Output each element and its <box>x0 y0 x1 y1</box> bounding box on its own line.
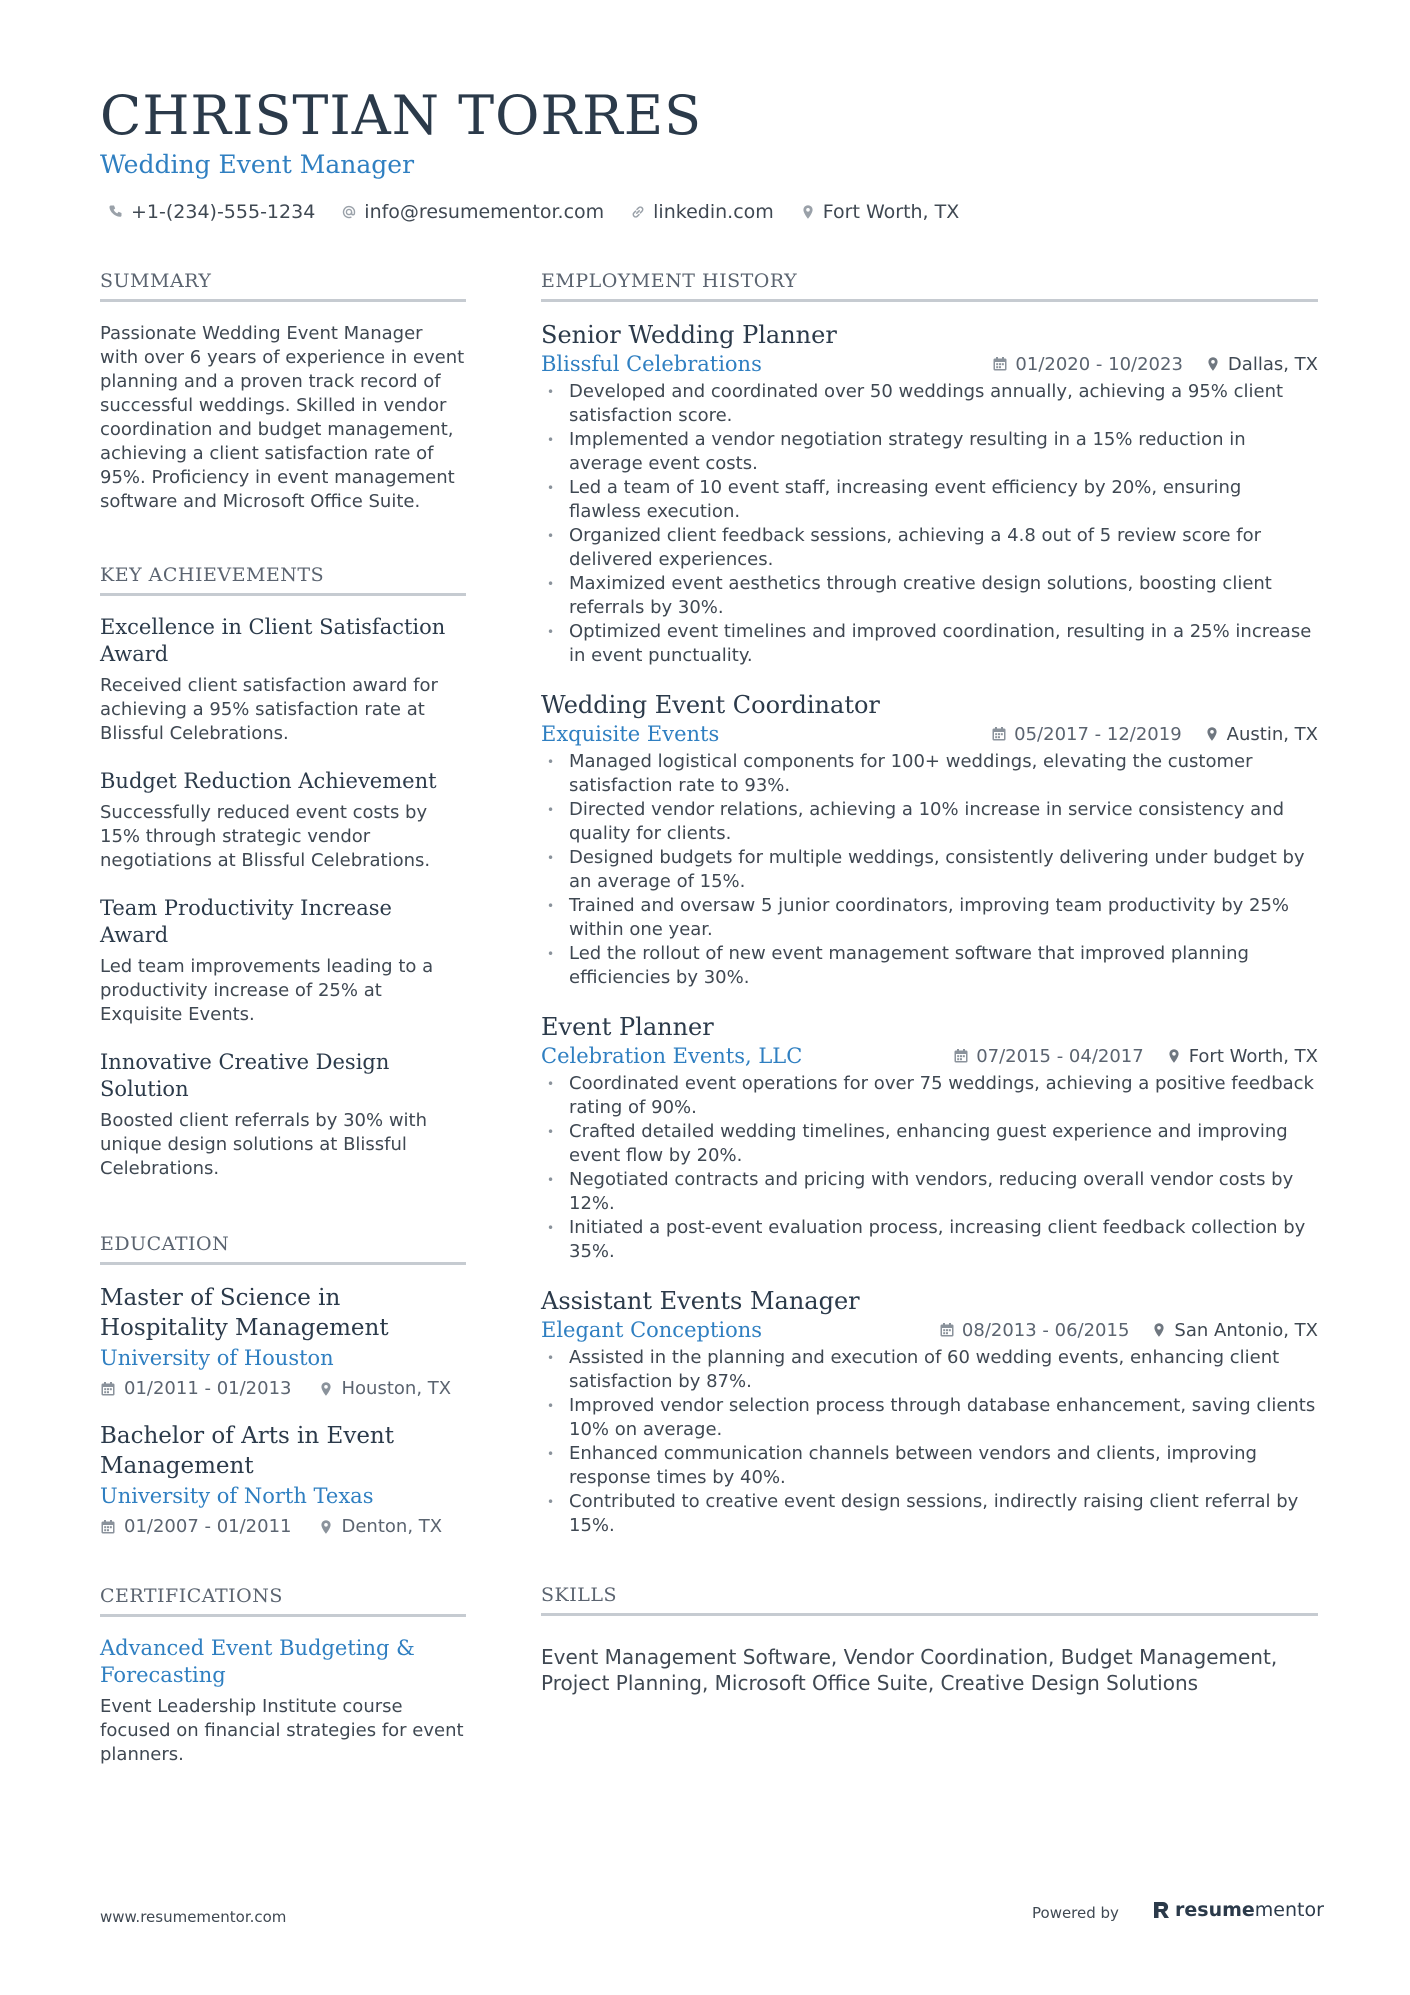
job-entry <box>541 320 1318 668</box>
location-icon <box>1205 356 1221 372</box>
job-info-row <box>541 1044 1318 1068</box>
brand-name-light: mentor <box>1254 1899 1324 1921</box>
education-section <box>100 1233 466 1537</box>
achievements-heading: KEY ACHIEVEMENTS <box>100 564 466 596</box>
job-bullets <box>541 750 1318 990</box>
job-bullet: • Contributed to creative event design sessions, indirectly raising client referral by 15%. <box>541 1490 1318 1538</box>
achievement-desc: Boosted client referrals by 30% with unique design solutions at Blissful Celebrations. <box>100 1110 428 1179</box>
achievement-desc: Led team improvements leading to a productivity increase of 25% at Exquisite Events. <box>100 956 434 1025</box>
job-company: Exquisite Events <box>541 722 720 746</box>
job-location: San Antonio, TX <box>1174 1319 1318 1341</box>
education-dates: 01/2011 - 01/2013 <box>124 1378 292 1399</box>
achievement-title: Budget Reduction Achievement <box>100 769 437 793</box>
achievement-item <box>100 614 466 746</box>
summary-text: Passionate Wedding Event Manager with over 6 years of experience in event planning and a proven track record of successful weddings. Skilled in vendor coordination and budget management, achieving a client satisfaction rate of 95%. Proficiency in event management software and Microsoft Office Suite. <box>100 323 465 512</box>
contact-email-text: info@resumementor.com <box>364 201 605 223</box>
achievement-title: Excellence in Client Satisfaction Award <box>100 615 446 666</box>
achievement-desc: Received client satisfaction award for achieving a 95% satisfaction rate at Blissful Celebrations. <box>100 675 438 744</box>
contact-location <box>800 201 959 223</box>
achievement-item <box>100 768 466 873</box>
job-bullets <box>541 380 1318 668</box>
calendar-icon <box>100 1519 116 1535</box>
resumementor-logo-icon <box>1152 1900 1170 1920</box>
skills-text: Event Management Software, Vendor Coordination, Budget Management, Project Planning, Microsoft Office Suite, Creative Design Solutions <box>541 1645 1278 1695</box>
job-location-wrap <box>1166 1046 1318 1067</box>
job-dates-wrap <box>939 1320 1130 1341</box>
job-meta <box>991 724 1318 745</box>
summary-section <box>100 270 466 514</box>
job-bullet: • Directed vendor relations, achieving a 10% increase in service consistency and quality for clients. <box>541 798 1318 846</box>
skills-heading: SKILLS <box>541 1584 1318 1616</box>
job-dates-wrap <box>953 1046 1144 1067</box>
job-title: Wedding Event Manager <box>100 150 415 179</box>
job-location: Fort Worth, TX <box>1188 1045 1318 1067</box>
calendar-icon <box>953 1048 969 1064</box>
location-icon <box>1204 726 1220 742</box>
education-meta <box>100 1516 466 1537</box>
job-bullet: • Trained and oversaw 5 junior coordinators, improving team productivity by 25% within one year. <box>541 894 1318 942</box>
calendar-icon <box>991 726 1007 742</box>
contact-linkedin <box>630 201 774 223</box>
job-meta <box>953 1046 1318 1067</box>
contact-linkedin-text: linkedin.com <box>653 201 774 223</box>
job-dates: 01/2020 - 10/2023 <box>1015 353 1183 375</box>
job-bullet: • Led the rollout of new event management software that improved planning efficiencies by 30%. <box>541 942 1318 990</box>
job-company: Blissful Celebrations <box>541 352 762 376</box>
job-title: Wedding Event Coordinator <box>541 691 880 719</box>
job-company: Elegant Conceptions <box>541 1318 763 1342</box>
education-degree: Master of Science in Hospitality Management <box>100 1285 389 1341</box>
contact-phone-text: +1-(234)-555-1234 <box>131 201 316 223</box>
job-bullet: • Designed budgets for multiple weddings, consistently delivering under budget by an average of 15%. <box>541 846 1318 894</box>
left-column <box>100 270 466 1767</box>
right-column <box>541 270 1318 1696</box>
education-item <box>100 1421 466 1537</box>
job-bullet: • Optimized event timelines and improved coordination, resulting in a 25% increase in event punctuality. <box>541 620 1318 668</box>
achievement-desc: Successfully reduced event costs by 15% through strategic vendor negotiations at Blissful Celebrations. <box>100 802 431 871</box>
link-icon <box>630 204 646 220</box>
contact-phone <box>108 201 315 223</box>
job-location-wrap <box>1205 354 1318 375</box>
location-icon <box>318 1381 334 1397</box>
job-bullets <box>541 1346 1318 1538</box>
contact-bar <box>108 201 959 223</box>
job-bullet: • Managed logistical components for 100+ weddings, elevating the customer satisfaction rate to 93%. <box>541 750 1318 798</box>
at-icon <box>341 204 357 220</box>
job-location: Austin, TX <box>1226 723 1318 745</box>
job-info-row <box>541 722 1318 746</box>
job-bullet: • Implemented a vendor negotiation strategy resulting in a 15% reduction in average event costs. <box>541 428 1318 476</box>
job-bullet: • Developed and coordinated over 50 weddings annually, achieving a 95% client satisfaction score. <box>541 380 1318 428</box>
job-title: Senior Wedding Planner <box>541 321 837 349</box>
job-entry <box>541 1286 1318 1538</box>
job-dates: 07/2015 - 04/2017 <box>976 1045 1144 1067</box>
contact-location-text: Fort Worth, TX <box>822 201 960 223</box>
calendar-icon <box>992 356 1008 372</box>
job-info-row <box>541 352 1318 376</box>
job-entry <box>541 690 1318 990</box>
education-location: Denton, TX <box>341 1516 443 1537</box>
job-bullet: • Enhanced communication channels between vendors and clients, improving response times by 40%. <box>541 1442 1318 1490</box>
job-dates: 08/2013 - 06/2015 <box>961 1319 1130 1341</box>
employment-heading: EMPLOYMENT HISTORY <box>541 270 1318 302</box>
brand-name-bold: resume <box>1175 1899 1255 1921</box>
achievement-item <box>100 895 466 1027</box>
job-entry <box>541 1012 1318 1264</box>
contact-email <box>341 201 604 223</box>
certification-desc: Event Leadership Institute course focused on financial strategies for event planners. <box>100 1696 464 1765</box>
certifications-section <box>100 1585 466 1767</box>
footer-website[interactable]: www.resumementor.com <box>100 1908 287 1926</box>
job-dates-wrap <box>992 354 1183 375</box>
job-bullet: • Crafted detailed wedding timelines, enhancing guest experience and improving event flow by 20%. <box>541 1120 1318 1168</box>
education-degree: Bachelor of Arts in Event Management <box>100 1423 394 1479</box>
job-bullet: • Maximized event aesthetics through creative design solutions, boosting client referrals by 30%. <box>541 572 1318 620</box>
certification-title: Advanced Event Budgeting & Forecasting <box>100 1636 415 1687</box>
job-company: Celebration Events, LLC <box>541 1044 803 1068</box>
location-icon <box>1151 1322 1167 1338</box>
job-meta <box>939 1320 1318 1341</box>
education-school: University of Houston <box>100 1346 334 1370</box>
job-meta <box>992 354 1318 375</box>
footer-powered-by: Powered by <box>1032 1904 1119 1922</box>
education-item <box>100 1283 466 1399</box>
location-icon <box>1166 1048 1182 1064</box>
job-bullets <box>541 1072 1318 1264</box>
job-bullet: • Negotiated contracts and pricing with vendors, reducing overall vendor costs by 12%. <box>541 1168 1318 1216</box>
achievement-title: Team Productivity Increase Award <box>100 896 392 947</box>
job-bullet: • Organized client feedback sessions, achieving a 4.8 out of 5 review score for delivered experiences. <box>541 524 1318 572</box>
location-icon <box>800 204 816 220</box>
certification-item <box>100 1635 466 1767</box>
candidate-name: CHRISTIAN TORRES <box>100 84 703 147</box>
job-bullet: • Coordinated event operations for over 75 weddings, achieving a positive feedback rating of 90%. <box>541 1072 1318 1120</box>
education-heading: EDUCATION <box>100 1233 466 1265</box>
education-meta <box>100 1378 466 1399</box>
education-location: Houston, TX <box>341 1378 452 1399</box>
phone-icon <box>108 204 124 220</box>
job-info-row <box>541 1318 1318 1342</box>
job-location: Dallas, TX <box>1227 353 1318 375</box>
skills-section <box>541 1584 1318 1696</box>
education-dates: 01/2007 - 01/2011 <box>124 1516 292 1537</box>
summary-heading: SUMMARY <box>100 270 466 302</box>
job-location-wrap <box>1204 724 1318 745</box>
achievement-title: Innovative Creative Design Solution <box>100 1050 390 1101</box>
job-title: Assistant Events Manager <box>541 1287 860 1315</box>
calendar-icon <box>100 1381 116 1397</box>
job-bullet: • Led a team of 10 event staff, increasing event efficiency by 20%, ensuring flawless execution. <box>541 476 1318 524</box>
job-title: Event Planner <box>541 1013 714 1041</box>
achievements-section <box>100 564 466 1181</box>
achievement-item <box>100 1049 466 1181</box>
education-school: University of North Texas <box>100 1484 374 1508</box>
brand-logo[interactable] <box>1152 1899 1324 1921</box>
job-dates-wrap <box>991 724 1182 745</box>
job-location-wrap <box>1151 1320 1318 1341</box>
job-bullet: • Improved vendor selection process through database enhancement, saving clients 10% on average. <box>541 1394 1318 1442</box>
location-icon <box>318 1519 334 1535</box>
calendar-icon <box>939 1322 955 1338</box>
certifications-heading: CERTIFICATIONS <box>100 1585 466 1617</box>
job-dates: 05/2017 - 12/2019 <box>1014 723 1182 745</box>
job-bullet: • Assisted in the planning and execution of 60 wedding events, enhancing client satisfaction by 87%. <box>541 1346 1318 1394</box>
job-bullet: • Initiated a post-event evaluation process, increasing client feedback collection by 35%. <box>541 1216 1318 1264</box>
